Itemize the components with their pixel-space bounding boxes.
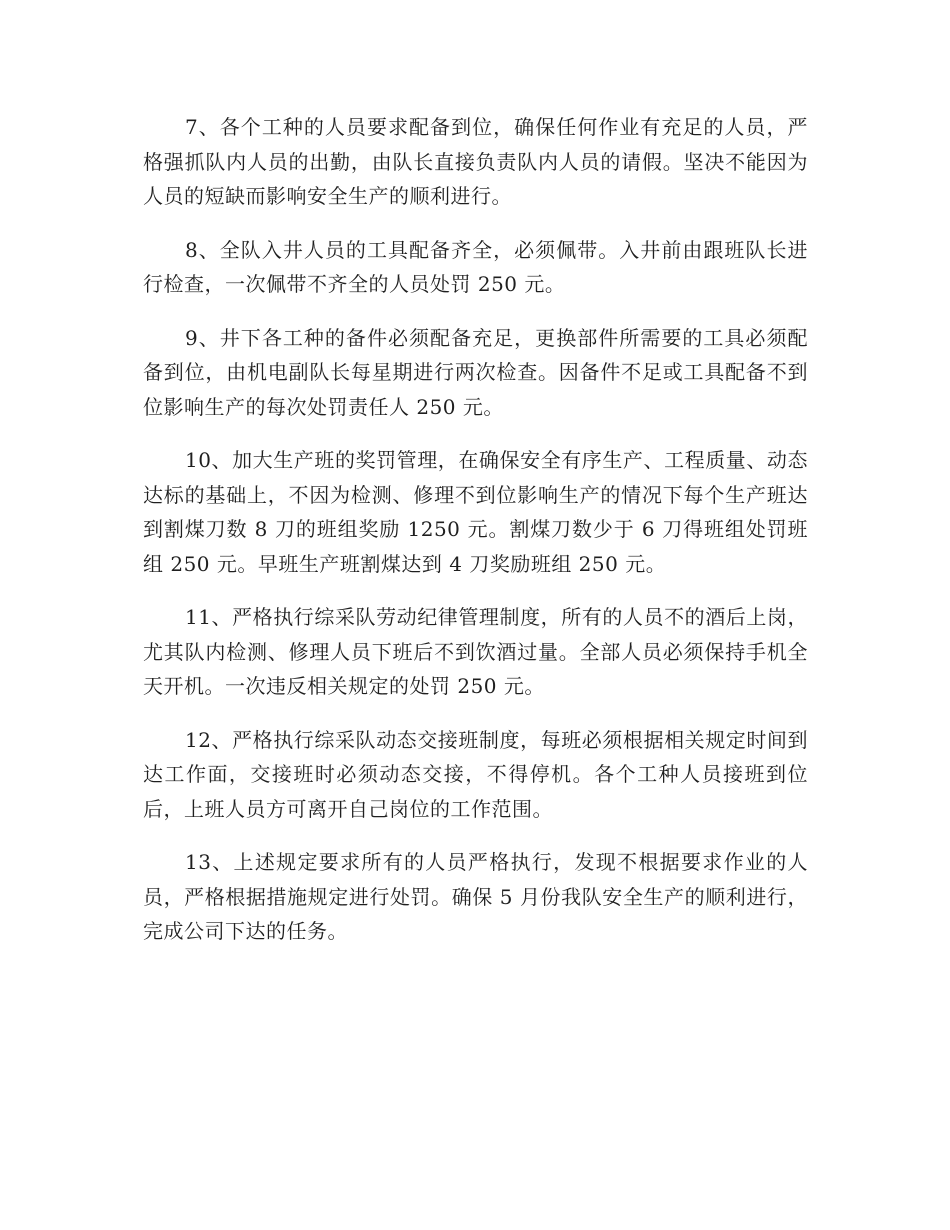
paragraph-item-8: 8、全队入井人员的工具配备齐全，必须佩带。入井前由跟班队长进行检查，一次佩带不齐全的人员处罚 250 元。 xyxy=(143,237,808,296)
document-body xyxy=(143,110,808,968)
paragraph-item-10: 10、加大生产班的奖罚管理，在确保安全有序生产、工程质量、动态达标的基础上，不因为检测、修理不到位影响生产的情况下每个生产班达到割煤刀数 8 刀的班组奖励 1250 元。割煤刀数少于 6 刀得班组处罚班组 250 元。早班生产班割煤达到 4 刀奖励班组 250 元。 xyxy=(143,448,808,576)
paragraph-item-13: 13、上述规定要求所有的人员严格执行，发现不根据要求作业的人员，严格根据措施规定进行处罚。确保 5 月份我队安全生产的顺利进行，完成公司下达的任务。 xyxy=(143,850,808,943)
paragraph-item-7: 7、各个工种的人员要求配备到位，确保任何作业有充足的人员，严格强抓队内人员的出勤，由队长直接负责队内人员的请假。坚决不能因为人员的短缺而影响安全生产的顺利进行。 xyxy=(143,115,808,208)
paragraph-item-12: 12、严格执行综采队动态交接班制度，每班必须根据相关规定时间到达工作面，交接班时必须动态交接，不得停机。各个工种人员接班到位后，上班人员方可离开自己岗位的工作范围。 xyxy=(143,727,808,821)
paragraph-item-11: 11、严格执行综采队劳动纪律管理制度，所有的人员不的酒后上岗，尤其队内检测、修理人员下班后不到饮酒过量。全部人员必须保持手机全天开机。一次违反相关规定的处罚 250 元。 xyxy=(143,605,808,698)
paragraph-item-9: 9、井下各工种的备件必须配备充足，更换部件所需要的工具必须配备到位，由机电副队长每星期进行两次检查。因备件不足或工具配备不到位影响生产的每次处罚责任人 250 元。 xyxy=(143,325,808,419)
